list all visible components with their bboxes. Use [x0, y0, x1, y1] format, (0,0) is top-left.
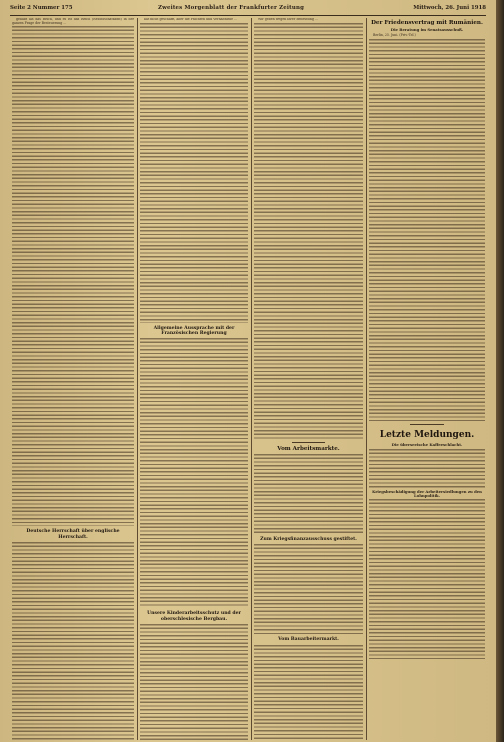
article-heading: Unsere Kinderarbeitsschutz und der oberschlesische Bergbau. [147, 611, 241, 622]
article-heading: Zum Kriegsfinanzausschuss gestiftet. [260, 537, 357, 543]
page-number: Seite 2 Nummer 175 [10, 5, 73, 11]
article-body-text [369, 39, 485, 421]
article-body-text [12, 542, 134, 740]
article-body-text [12, 26, 134, 526]
article-subheading: Die überseeische Kaffeeschlacht. [391, 442, 463, 448]
article-body-text [140, 23, 248, 323]
column-rule-3 [366, 18, 367, 740]
page-edge [496, 0, 504, 742]
article-body-text [254, 645, 363, 740]
article-text: gehabt als das Reich, und es ist das Reich (Reichsschatzamt) in der ganzen Frage der Besteuerung ... [12, 18, 134, 25]
article-heading: Deutsche Herrschaft über englische Herrschaft. [26, 529, 120, 540]
article-body-text [369, 449, 485, 489]
article-body-text [254, 454, 363, 534]
divider [410, 424, 445, 425]
article-text: Berlin, 25. Juni. (Priv.-Tel.) [373, 33, 416, 38]
column-3 [254, 18, 363, 740]
article-text: Wir geben wegen ihrer Bedeutung ... [258, 18, 319, 21]
column-1 [12, 18, 134, 740]
masthead-rule [10, 15, 486, 16]
issue-date: Mittwoch, 26. Juni 1918 [413, 5, 486, 11]
article-body-text [254, 23, 363, 439]
article-heading: Der Friedensvertrag mit Rumänien. [371, 20, 483, 26]
article-subheading: Die Beratung im Senatsausschuß. [390, 27, 464, 33]
article-heading: Allgemeine Aussprache mit der Französischen Regierung [153, 325, 235, 336]
divider [292, 442, 325, 443]
article-subheading: Kriegsbeschädigung der Arbeitersiedlungen zu den Lohnpolitik. [372, 488, 482, 498]
article-body-text [369, 499, 485, 659]
newspaper-title: Zweites Morgenblatt der Frankfurter Zeitung [158, 5, 305, 11]
column-rule-1 [137, 18, 138, 740]
section-heading: Letzte Meldungen. [379, 429, 475, 440]
article-body-text [254, 544, 363, 634]
column-4 [369, 18, 485, 740]
article-body-text [140, 624, 248, 740]
article-body-text [140, 338, 248, 608]
article-text: hat nicht geschafft, aber die Pflichten und Verhältnisse ... [144, 18, 238, 21]
section-heading: Vom Arbeitsmarkte. [277, 445, 340, 452]
column-rule-2 [251, 18, 252, 740]
article-heading: Vom Bauarbeitermarkt. [278, 637, 339, 643]
column-2 [140, 18, 248, 740]
